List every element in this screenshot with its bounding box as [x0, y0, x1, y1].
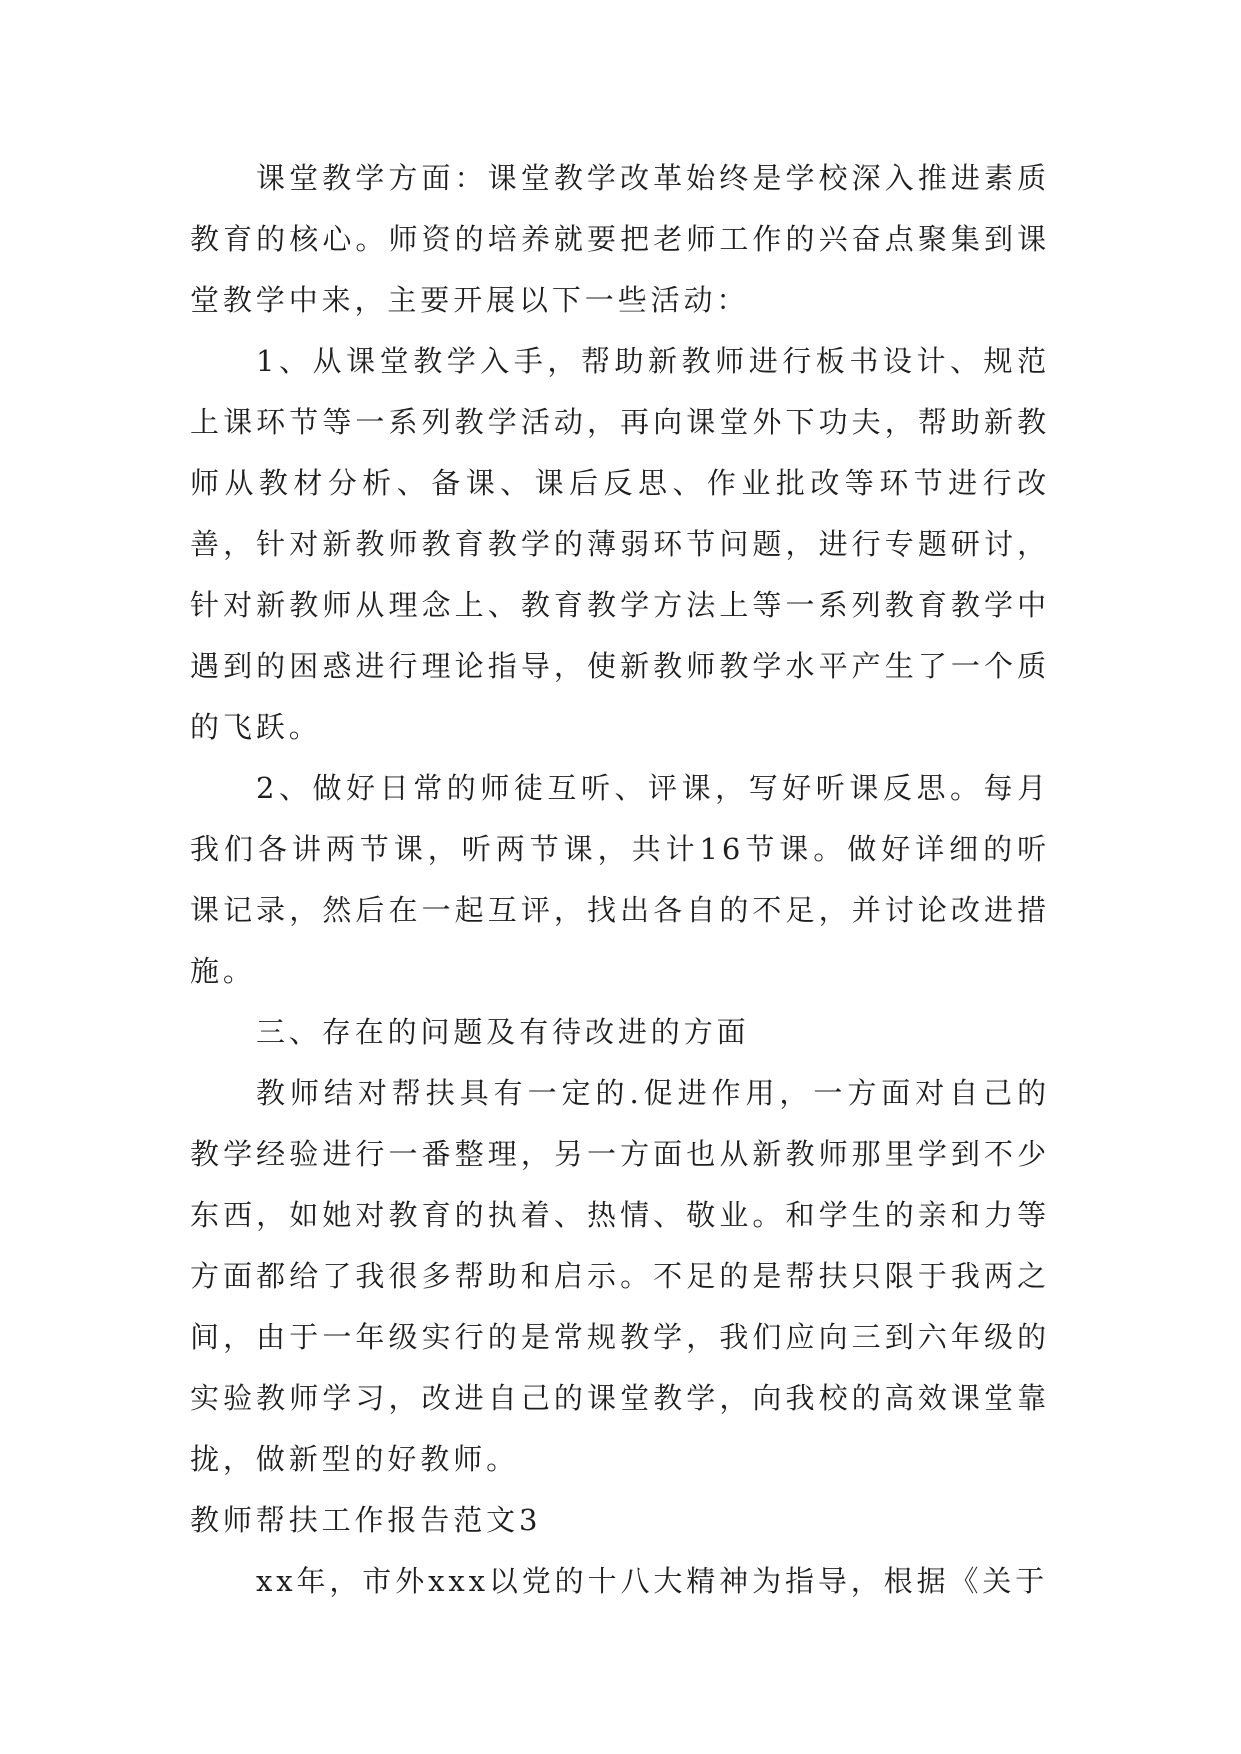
document-page — [190, 148, 1050, 1612]
paragraph-report-intro: xx年，市外xxx以党的十八大精神为指导，根据《关于 — [256, 1564, 1049, 1598]
report-title-3: 教师帮扶工作报告范文3 — [190, 1503, 542, 1537]
paragraph-item-1: 1、从课堂教学入手，帮助新教师进行板书设计、规范上课环节等一系列教学活动，再向课堂外下功夫，帮助新教师从教材分析、备课、课后反思、作业批改等环节进行改善，针对新教师教育教学的薄弱环节问题，进行专题研讨，针对新教师从理念上、教育教学方法上等一系列教育教学中遇到的困惑进行理论指导，使新教师教学水平产生了一个质的飞跃。 — [190, 344, 1050, 744]
paragraph-item-2: 2、做好日常的师徒互听、评课，写好听课反思。每月我们各讲两节课，听两节课，共计16节课。做好详细的听课记录，然后在一起互评，找出各自的不足，并讨论改进措施。 — [190, 771, 1050, 988]
paragraph-pairing-support: 教师结对帮扶具有一定的.促进作用，一方面对自己的教学经验进行一番整理，另一方面也从新教师那里学到不少东西，如她对教育的执着、热情、敬业。和学生的亲和力等方面都给了我很多帮助和启示。不足的是帮扶只限于我两之间，由于一年级实行的是常规教学，我们应向三到六年级的实验教师学习，改进自己的课堂教学，向我校的高效课堂靠拢，做新型的好教师。 — [190, 1076, 1050, 1476]
paragraph-classroom-teaching: 课堂教学方面：课堂教学改革始终是学校深入推进素质教育的核心。师资的培养就要把老师工作的兴奋点聚集到课堂教学中来，主要开展以下一些活动： — [190, 161, 1050, 317]
section-heading-problems: 三、存在的问题及有待改进的方面 — [256, 1015, 750, 1049]
